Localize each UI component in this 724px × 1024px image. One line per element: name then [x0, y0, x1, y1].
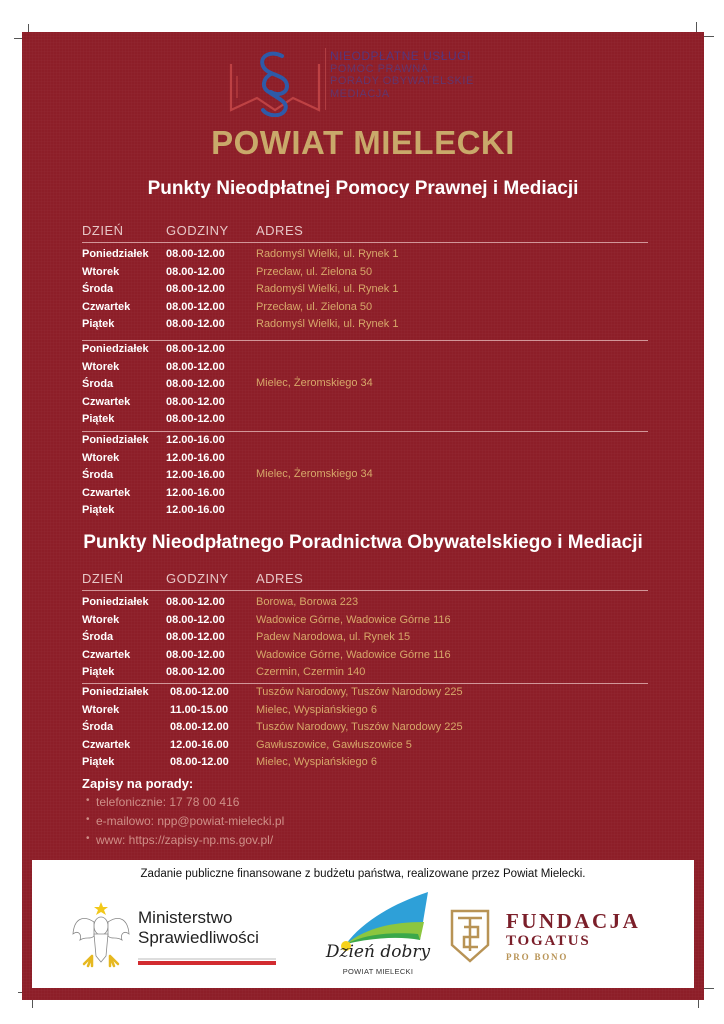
table-row — [82, 684, 648, 702]
address: Tuszów Narodowy, Tuszów Narodowy 225 — [256, 686, 463, 698]
hours: 08.00-12.00 — [166, 378, 225, 390]
table-row — [82, 246, 648, 264]
table-row — [82, 316, 648, 334]
section-title-civic-advice: Punkty Nieodpłatnego Poradnictwa Obywatelskiego i Mediacji — [83, 532, 643, 553]
table-row — [82, 299, 648, 317]
signup-title: Zapisy na porady: — [82, 776, 194, 791]
dzien-dobry-logo — [314, 892, 444, 987]
hours: 08.00-12.00 — [166, 666, 225, 678]
schedule-group — [82, 340, 648, 429]
day: Środa — [82, 721, 114, 733]
table-row — [82, 594, 648, 612]
address: Padew Narodowa, ul. Rynek 15 — [256, 631, 411, 643]
address: Mielec, Żeromskiego 34 — [256, 468, 373, 480]
hours: 12.00-16.00 — [166, 504, 225, 516]
hours: 08.00-12.00 — [166, 631, 225, 643]
table-row — [82, 359, 648, 377]
day: Poniedziałek — [82, 596, 149, 608]
day: Czwartek — [82, 648, 131, 661]
pro-bono: PRO BONO — [506, 952, 569, 962]
table-row — [82, 647, 648, 665]
table-row — [82, 411, 648, 429]
crop-mark — [696, 22, 697, 32]
hours: 08.00-12.00 — [170, 686, 229, 698]
hours: 08.00-12.00 — [166, 343, 225, 355]
hours: 08.00-12.00 — [166, 300, 225, 313]
hours: 08.00-12.00 — [166, 413, 225, 425]
column-address: ADRES — [256, 571, 304, 586]
hours: 12.00-16.00 — [166, 469, 225, 481]
hours: 08.00-12.00 — [170, 756, 229, 768]
day: Poniedziałek — [82, 248, 149, 260]
table-row — [82, 450, 648, 468]
day: Wtorek — [82, 265, 120, 278]
hours: 08.00-12.00 — [166, 248, 225, 260]
table-row — [82, 264, 648, 282]
column-address: ADRES — [256, 223, 304, 238]
day: Czwartek — [82, 738, 131, 751]
eagle-emblem-icon — [70, 900, 132, 972]
day: Środa — [82, 469, 114, 481]
dzien-dobry-subtitle: POWIAT MIELECKI — [342, 967, 414, 976]
hours: 08.00-12.00 — [170, 721, 229, 733]
address: Radomyśl Wielki, ul. Rynek 1 — [256, 283, 399, 295]
schedule-group — [82, 594, 648, 682]
table-row — [82, 629, 648, 647]
signup-list — [82, 795, 284, 852]
signup-phone: • telefonicznie: 17 78 00 416 — [82, 795, 284, 814]
ministry-logo — [70, 900, 290, 980]
schedule-group — [82, 431, 648, 520]
logo-line: NIEODPŁATNE USŁUGI — [330, 49, 471, 63]
table-row — [82, 281, 648, 299]
sponsor-panel — [32, 860, 694, 988]
address: Radomyśl Wielki, ul. Rynek 1 — [256, 248, 399, 260]
togatus-name: TOGATUS — [506, 933, 591, 949]
table-row — [82, 341, 648, 359]
table-row — [82, 612, 648, 630]
table-row — [82, 719, 648, 737]
signup-email[interactable]: • e-mailowo: npp@powiat-mielecki.pl — [82, 814, 284, 833]
ministry-name — [138, 908, 259, 948]
day: Poniedziałek — [82, 343, 149, 355]
ministry-line: Ministerstwo — [138, 908, 233, 927]
address: Mielec, Wyspiańskiego 6 — [256, 703, 377, 716]
address: Wadowice Górne, Wadowice Górne 116 — [256, 648, 451, 661]
fundacja-name: FUNDACJA — [506, 909, 641, 933]
day: Poniedziałek — [82, 434, 149, 446]
address: Wadowice Górne, Wadowice Górne 116 — [256, 613, 451, 626]
day: Piątek — [82, 756, 115, 768]
fundacja-logo — [450, 905, 690, 975]
table-row — [82, 664, 648, 682]
day: Czwartek — [82, 300, 131, 313]
header-logo — [227, 42, 547, 122]
hours: 08.00-12.00 — [166, 265, 225, 278]
logo-line: MEDIACJA — [330, 87, 390, 100]
dzien-dobry-text: Dzień dobry — [325, 942, 431, 962]
poster — [22, 32, 704, 1000]
hours: 12.00-16.00 — [170, 738, 229, 751]
hours: 11.00-15.00 — [170, 703, 229, 716]
day: Piątek — [82, 504, 115, 516]
address: Mielec, Wyspiańskiego 6 — [256, 756, 377, 768]
day: Wtorek — [82, 360, 120, 373]
table-row — [82, 737, 648, 755]
day: Wtorek — [82, 703, 120, 716]
hours: 08.00-12.00 — [166, 596, 225, 608]
address: Przecław, ul. Zielona 50 — [256, 300, 373, 313]
section-title-legal-aid: Punkty Nieodpłatnej Pomocy Prawnej i Mediacji — [147, 178, 579, 199]
address: Przecław, ul. Zielona 50 — [256, 265, 373, 278]
county-title: POWIAT MIELECKI — [211, 124, 515, 161]
address: Czermin, Czermin 140 — [256, 666, 366, 678]
hours: 12.00-16.00 — [166, 451, 225, 464]
hours: 12.00-16.00 — [166, 486, 225, 499]
paragraph-book-icon — [227, 42, 322, 117]
logo-line: POMOC PRAWNA — [330, 62, 429, 75]
table-row — [82, 485, 648, 503]
crop-mark — [704, 988, 714, 989]
hours: 08.00-12.00 — [166, 395, 225, 408]
column-day: DZIEŃ — [82, 571, 124, 586]
hours: 08.00-12.00 — [166, 360, 225, 373]
togatus-shield-icon — [450, 909, 490, 963]
hours: 08.00-12.00 — [166, 283, 225, 295]
address: Tuszów Narodowy, Tuszów Narodowy 225 — [256, 721, 463, 733]
hours: 08.00-12.00 — [166, 613, 225, 626]
table-header — [82, 570, 648, 591]
schedule-group — [82, 246, 648, 334]
column-hours: GODZINY — [166, 223, 229, 238]
table-row — [82, 432, 648, 450]
logo-text — [330, 50, 474, 100]
ministry-line: Sprawiedliwości — [138, 928, 259, 947]
table-row — [82, 702, 648, 720]
day: Czwartek — [82, 486, 131, 499]
hours: 08.00-12.00 — [166, 318, 225, 330]
day: Wtorek — [82, 613, 120, 626]
address: Radomyśl Wielki, ul. Rynek 1 — [256, 318, 399, 330]
signup-info — [82, 776, 284, 852]
schedule-group — [82, 683, 648, 772]
address: Borowa, Borowa 223 — [256, 596, 359, 608]
address: Gawłuszowice, Gawłuszowice 5 — [256, 738, 412, 751]
day: Piątek — [82, 666, 115, 678]
column-hours: GODZINY — [166, 571, 229, 586]
day: Środa — [82, 378, 114, 390]
flag-bar — [138, 958, 276, 964]
day: Wtorek — [82, 451, 120, 464]
hours: 12.00-16.00 — [166, 434, 225, 446]
table-row — [82, 502, 648, 520]
hours: 08.00-12.00 — [166, 648, 225, 661]
table-header — [82, 222, 648, 243]
logo-line: PORADY OBYWATELSKIE — [330, 75, 474, 87]
table-row — [82, 394, 648, 412]
day: Środa — [82, 631, 114, 643]
signup-website[interactable]: • www: https://zapisy-np.ms.gov.pl/ — [82, 833, 284, 852]
table-row — [82, 754, 648, 772]
day: Poniedziałek — [82, 686, 149, 698]
address: Mielec, Żeromskiego 34 — [256, 377, 373, 389]
day: Środa — [82, 283, 114, 295]
day: Piątek — [82, 413, 115, 425]
crop-mark — [704, 36, 714, 37]
funding-note: Zadanie publiczne finansowane z budżetu państwa, realizowane przez Powiat Mielecki. — [140, 868, 586, 880]
logo-divider — [325, 48, 326, 110]
day: Czwartek — [82, 395, 131, 408]
day: Piątek — [82, 318, 115, 330]
column-day: DZIEŃ — [82, 223, 124, 238]
